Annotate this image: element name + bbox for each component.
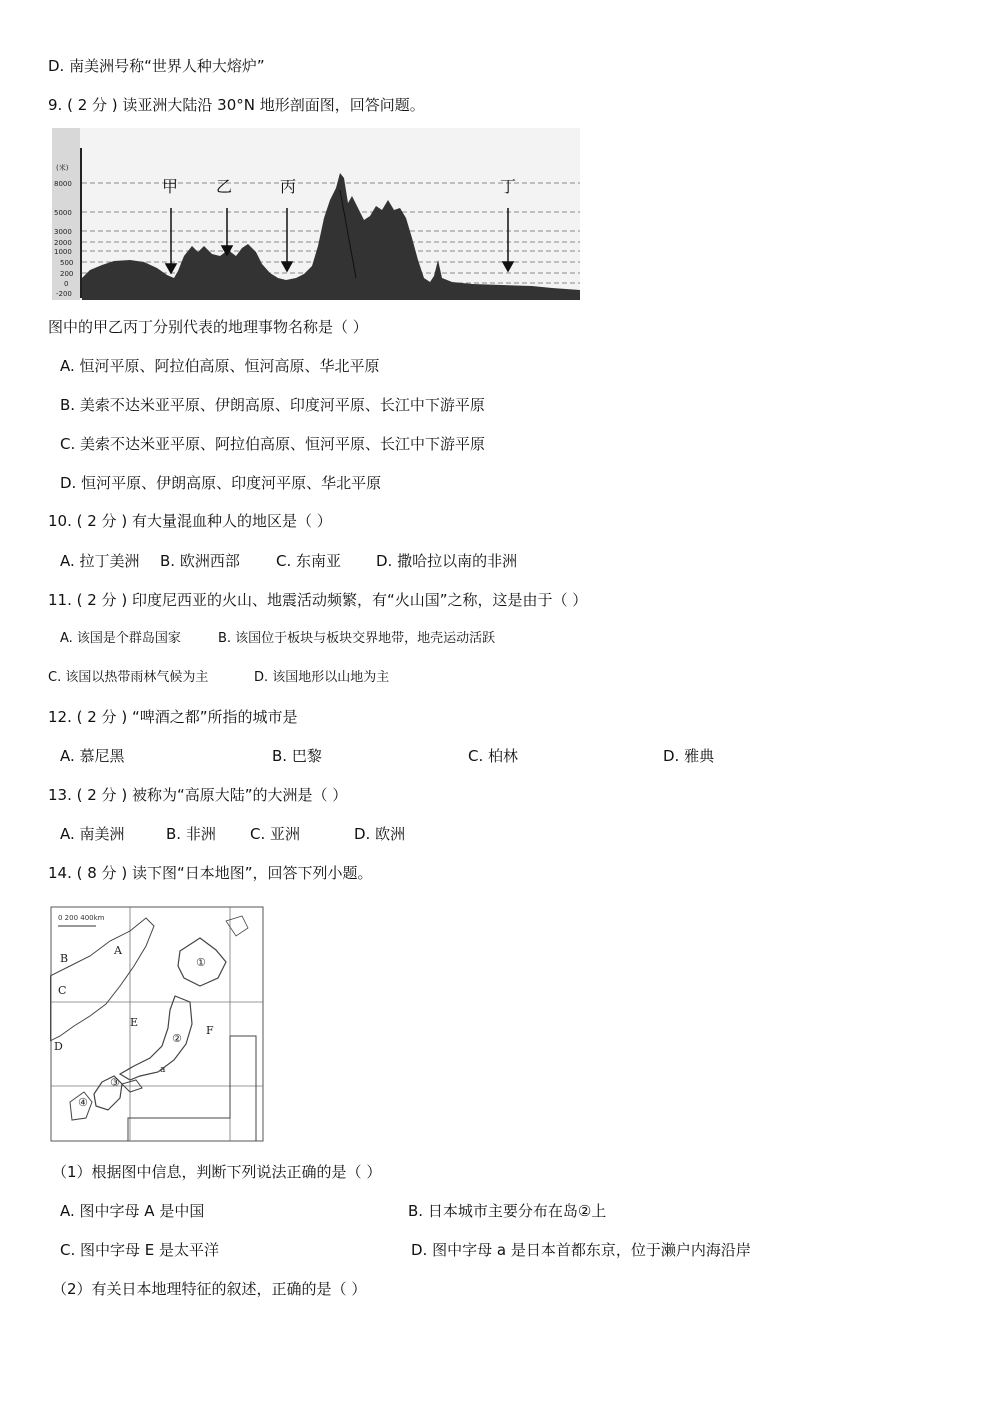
map-letter-c: C — [58, 984, 67, 997]
map-scale: 0 200 400km — [58, 914, 105, 922]
q10-option-d[interactable]: D. 撒哈拉以南的非洲 — [376, 552, 518, 570]
q11-option-c[interactable]: C. 该国以热带雨林气候为主 — [48, 670, 209, 685]
q9-option-c[interactable]: C. 美索不达米亚平原、阿拉伯高原、恒河平原、长江中下游平原 — [60, 435, 486, 453]
ytick-3000: 3000 — [54, 228, 72, 236]
q8-option-d: D. 南美洲号称“世界人种大熔炉” — [48, 57, 265, 75]
label-ding: 丁 — [500, 177, 517, 196]
map-letter-d: D — [54, 1040, 63, 1053]
ytick-5000: 5000 — [54, 209, 72, 217]
q13-option-a[interactable]: A. 南美洲 — [60, 825, 125, 843]
q13-option-c[interactable]: C. 亚洲 — [250, 825, 301, 843]
q14-sub1-option-c[interactable]: C. 图中字母 E 是太平洋 — [60, 1241, 220, 1259]
q13-option-d[interactable]: D. 欧洲 — [354, 825, 406, 843]
map-island-1: ① — [196, 956, 206, 969]
q10-option-b[interactable]: B. 欧洲西部 — [160, 552, 240, 570]
map-letter-a-lower: a — [160, 1065, 166, 1075]
q9-heading: 9. ( 2 分 ) 读亚洲大陆沿 30°N 地形剖面图，回答问题。 — [48, 96, 425, 114]
ytick-200: 200 — [60, 270, 74, 278]
q14-sub2-stem: （2）有关日本地理特征的叙述，正确的是（ ） — [52, 1280, 367, 1298]
terrain-profile-figure — [52, 128, 580, 300]
q12-heading: 12. ( 2 分 ) “啤酒之都”所指的城市是 — [48, 708, 298, 726]
q9-option-d[interactable]: D. 恒河平原、伊朗高原、印度河平原、华北平原 — [60, 474, 382, 492]
q9-option-a[interactable]: A. 恒河平原、阿拉伯高原、恒河高原、华北平原 — [60, 357, 380, 375]
map-island-2: ② — [172, 1032, 182, 1045]
q14-sub1-option-d[interactable]: D. 图中字母 a 是日本首都东京，位于濑户内海沿岸 — [411, 1241, 751, 1259]
japan-map-figure — [50, 906, 264, 1142]
q13-option-b[interactable]: B. 非洲 — [166, 825, 216, 843]
label-yi: 乙 — [216, 177, 233, 196]
map-letter-b: B — [60, 952, 69, 965]
q12-option-a[interactable]: A. 慕尼黑 — [60, 747, 125, 765]
q11-option-b[interactable]: B. 该国位于板块与板块交界地带，地壳运动活跃 — [218, 631, 496, 646]
q12-option-b[interactable]: B. 巴黎 — [272, 747, 322, 765]
label-jia: 甲 — [162, 177, 179, 196]
q11-option-d[interactable]: D. 该国地形以山地为主 — [254, 670, 390, 685]
q14-heading: 14. ( 8 分 ) 读下图“日本地图”，回答下列小题。 — [48, 864, 373, 882]
map-letter-f: F — [206, 1024, 214, 1037]
map-island-3: ③ — [110, 1076, 120, 1089]
label-bing: 丙 — [280, 177, 297, 196]
map-letter-e: E — [130, 1016, 139, 1029]
profile-unit: (米) — [56, 164, 69, 172]
ytick-8000: 8000 — [54, 180, 72, 188]
map-island-4: ④ — [78, 1096, 88, 1109]
ytick-0: 0 — [64, 280, 69, 288]
q12-option-c[interactable]: C. 柏林 — [468, 747, 519, 765]
q9-stem: 图中的甲乙丙丁分别代表的地理事物名称是（ ） — [48, 318, 368, 336]
q14-sub1-option-b[interactable]: B. 日本城市主要分布在岛②上 — [408, 1202, 607, 1220]
ytick-1000: 1000 — [54, 248, 72, 256]
ytick-neg200: -200 — [56, 290, 72, 298]
q10-option-c[interactable]: C. 东南亚 — [276, 552, 342, 570]
q11-heading: 11. ( 2 分 ) 印度尼西亚的火山、地震活动频繁，有“火山国”之称，这是由于（ ） — [48, 591, 588, 609]
map-letter-a-upper: A — [114, 944, 122, 957]
q14-sub1-option-a[interactable]: A. 图中字母 A 是中国 — [60, 1202, 205, 1220]
ytick-500: 500 — [60, 259, 74, 267]
q9-option-b[interactable]: B. 美索不达米亚平原、伊朗高原、印度河平原、长江中下游平原 — [60, 396, 485, 414]
q13-heading: 13. ( 2 分 ) 被称为“高原大陆”的大洲是（ ） — [48, 786, 348, 804]
q10-option-a[interactable]: A. 拉丁美洲 — [60, 552, 140, 570]
q10-heading: 10. ( 2 分 ) 有大量混血种人的地区是（ ） — [48, 512, 332, 530]
q12-option-d[interactable]: D. 雅典 — [663, 747, 715, 765]
q14-sub1-stem: （1）根据图中信息，判断下列说法正确的是（ ） — [52, 1163, 382, 1181]
q11-option-a[interactable]: A. 该国是个群岛国家 — [60, 631, 181, 646]
ytick-2000: 2000 — [54, 239, 72, 247]
